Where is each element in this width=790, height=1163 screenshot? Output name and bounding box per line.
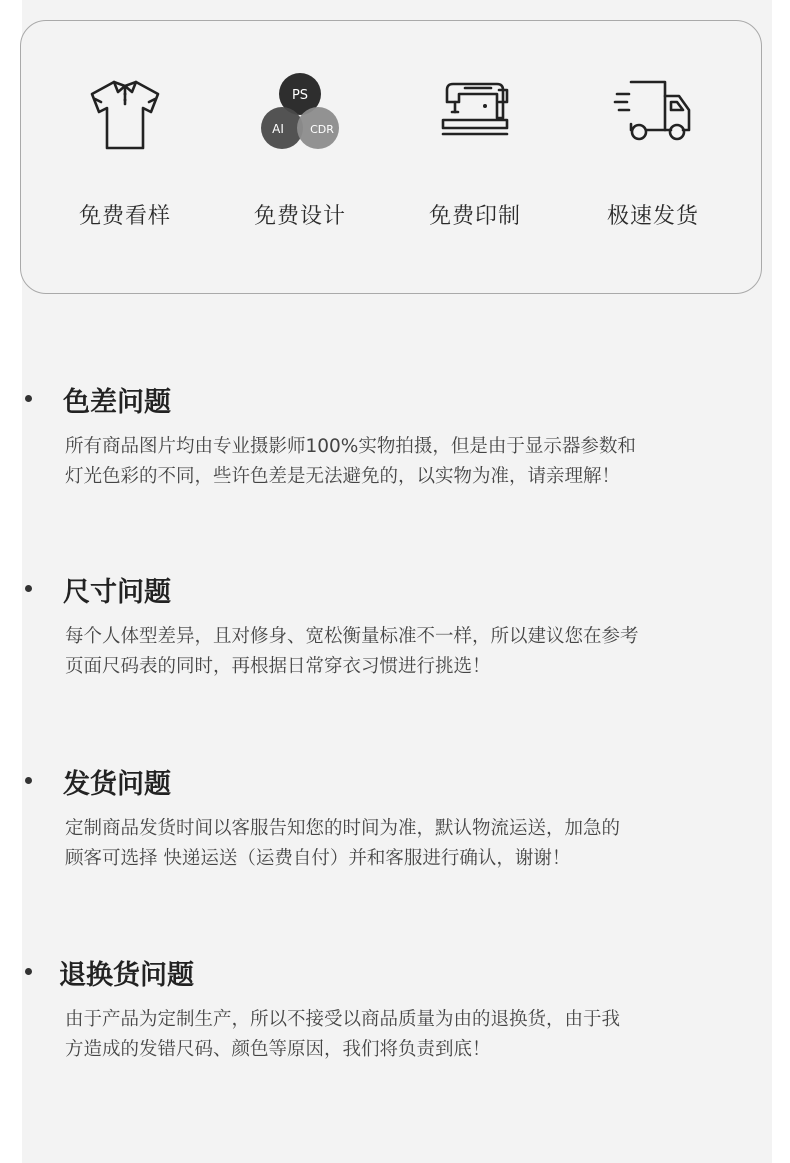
section-body [65, 622, 745, 682]
body-line: 定制商品发货时间以客服告知您的时间为准，默认物流运送，加急的 [65, 818, 621, 839]
body-line: 灯光色彩的不同，些许色差是无法避免的，以实物为准，请亲理解！ [65, 466, 621, 487]
feature-label: 免费看样 [78, 204, 171, 229]
body-line: 所有商品图片均由专业摄影师100%实物拍摄，但是由于显示器参数和 [65, 436, 636, 457]
feature-fast-delivery [578, 72, 728, 242]
section-body [65, 814, 745, 874]
bullet-dot [25, 968, 32, 975]
ai-badge: AI [272, 122, 284, 136]
bullet-dot [25, 777, 32, 784]
polo-shirt-icon [85, 72, 165, 152]
body-line: 由于产品为定制生产，所以不接受以商品质量为由的退换货，由于我 [65, 1009, 621, 1030]
feature-free-printing [400, 72, 550, 242]
section-body [65, 432, 745, 492]
body-line: 页面尺码表的同时，再根据日常穿衣习惯进行挑选！ [65, 656, 491, 677]
design-software-icon [260, 72, 340, 152]
section-body [65, 1005, 745, 1065]
feature-label: 免费印制 [428, 204, 521, 229]
ps-badge: PS [291, 88, 309, 103]
bullet-dot [25, 395, 32, 402]
delivery-truck-icon [613, 72, 693, 152]
body-line: 方造成的发错尺码、颜色等原因，我们将负责到底！ [65, 1039, 491, 1060]
cdr-badge: CDR [310, 123, 334, 136]
body-line: 每个人体型差异，且对修身、宽松衡量标准不一样，所以建议您在参考 [65, 626, 639, 647]
feature-label: 免费设计 [253, 204, 346, 229]
sewing-machine-icon [435, 72, 515, 152]
section-title: 退换货问题 [59, 960, 194, 991]
feature-free-samples [50, 72, 200, 242]
feature-free-design [225, 72, 375, 242]
section-title: 色差问题 [63, 387, 171, 418]
bullet-dot [25, 585, 32, 592]
section-title: 尺寸问题 [63, 577, 171, 608]
section-title: 发货问题 [63, 769, 171, 800]
body-line: 顾客可选择 快递运送（运费自付）并和客服进行确认，谢谢！ [65, 848, 571, 869]
feature-label: 极速发货 [606, 204, 699, 229]
